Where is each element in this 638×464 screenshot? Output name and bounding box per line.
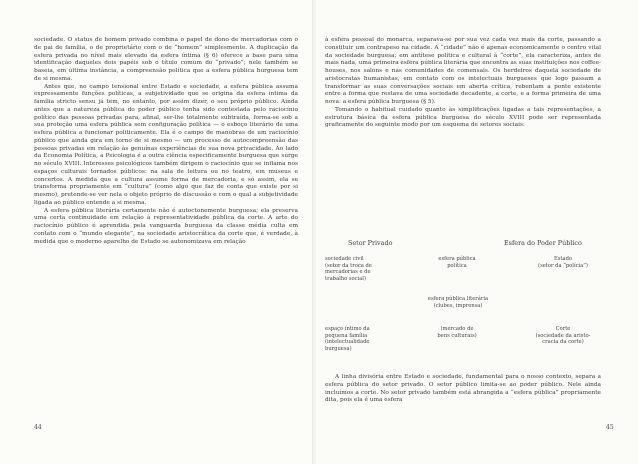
node-state: Estado (setor da “polícia”) <box>538 256 588 269</box>
right-page <box>316 0 638 464</box>
paragraph: Antes que, no campo tensional entre Estado e sociedade, a esfera pública assuma expressamente funções políticas, a subjetividade que se origina da esfera íntima da família stricto sensu já tem, no entanto, por assim dizer, o seu próprio público. Ainda antes que a natureza pública do poder público tenha sido contestada pelo raciocínio político das pessoas privadas para, afinal, ser-lhe totalmente subtraída, forma-se sob a sua proteção uma esfera pública sem configuração política — o esboço literário de uma esfera pública a funcionar politicamente. Ela é o campo de manobras de um raciocínio público que ainda gira em torno de si mesmo — um processo de autocompreensão das pessoas privadas em relação às genuínas experiências de sua nova privacidade. Ao lado da Economia Política, a Psicologia é a outra ciência especificamente burguesa que surge no século XVIII. Interesses psicológicos também dirigem o raciocínio que se inflama nos espaços culturais tornados públicos: na sala de leitura ou no teatro, em museus e concertos. A medida que a cultura assume forma de mercadoria, e só assim, ela se transforma propriamente em “cultura” (como algo que faz de conta que existe por si mesmo), pretende-se ver nela o objeto próprio de discussão e com o qual a subjetividade ligada ao público entende a si mesma. <box>34 83 298 206</box>
page-number: 44 <box>34 424 42 431</box>
page-number: 45 <box>606 424 614 431</box>
node-literary-sphere: esfera pública literária (clubes, imprensa) <box>427 296 489 309</box>
left-page <box>0 0 314 464</box>
node-cultural-market: (mercado de bens culturais) <box>437 326 477 339</box>
node-political-sphere: esfera pública política <box>438 256 476 269</box>
paragraph: sociedade. O status de homem privado combina o papel de dono de mercadorias com o de pai de família, o de proprietário com o de “homem” simplesmente. A duplicação da esfera privada no nível mais elevado da esfera íntima (§ 6) oferece a base para uma identificação daqueles dois papéis sob o título comum do “privado”; nele também se baseia, em última instância, a compreensão política que a esfera pública burguesa tem de si mesma. <box>34 37 298 82</box>
paragraph: Tomando o habitual cuidado quanto às simplificações ligadas a tais representações, a estrutura básica da esfera pública burguesa do século XVIII pode ser representada graficamente do seguinte modo por um esquema de setores sociais: <box>325 106 601 129</box>
node-intimate-space: espaço íntimo da pequena família (intelectualidade burguesa) <box>325 326 370 352</box>
diagram-header-private: Setor Privado <box>348 239 393 247</box>
paragraph: à esfera pessoal do monarca, separava-se por sua vez cada vez mais da corte, passando a constituir um contrapeso na cidade. A “cidade” não é apenas economicamente o centro vital da sociedade burguesa; em antítese política e cultural à “corte”, ela caracteriza, antes de mais nada, uma primeira esfera pública literária que encontra as suas instituições nos coffee-houses, nos salons e nas comunidades de comensais. Os herdeiros daquela sociedade de aristocratas humanistas, em contato com os intelectuais burgueses que logo passam a transformar as suas conversações sociais em aberta crítica, rebentam a ponte existente entre a forma que restava de uma sociedade decadente, a corte, e a forma primeira de uma nova: a esfera pública burguesa (§ 5). <box>325 37 601 105</box>
diagram-header-public: Esfera do Poder Público <box>504 239 582 247</box>
paragraph: A linha divisória entre Estado e sociedade, fundamental para o nosso contexto, separa a esfera pública do setor privado. O setor público limita-se ao poder público. Nele ainda incluímos a corte. No setor privado também está abrangida a “esfera pública” propriamente dita, pois ela é uma esfera <box>325 374 601 404</box>
node-civil-society: sociedade civil (setor da troca de mercadorias e de trabalho social) <box>325 256 372 282</box>
node-court: Corte (sociedade da aristo- cracia da corte) <box>535 326 591 345</box>
right-page-text-bottom <box>325 374 601 405</box>
paragraph: A esfera pública literária certamente não é autoctonemente burguesa; ela preserva uma certa continuidade em relação à representatividade pública da corte. A arte do raciocínio público é aprendida pela vanguarda burguesa da classe média culta em contato com o “mundo elegante”, na sociedade aristocrática da corte que, é verdade, à medida que o moderno aparelho de Estado se autonomizava em relação <box>34 207 298 245</box>
left-page-text <box>34 37 298 246</box>
